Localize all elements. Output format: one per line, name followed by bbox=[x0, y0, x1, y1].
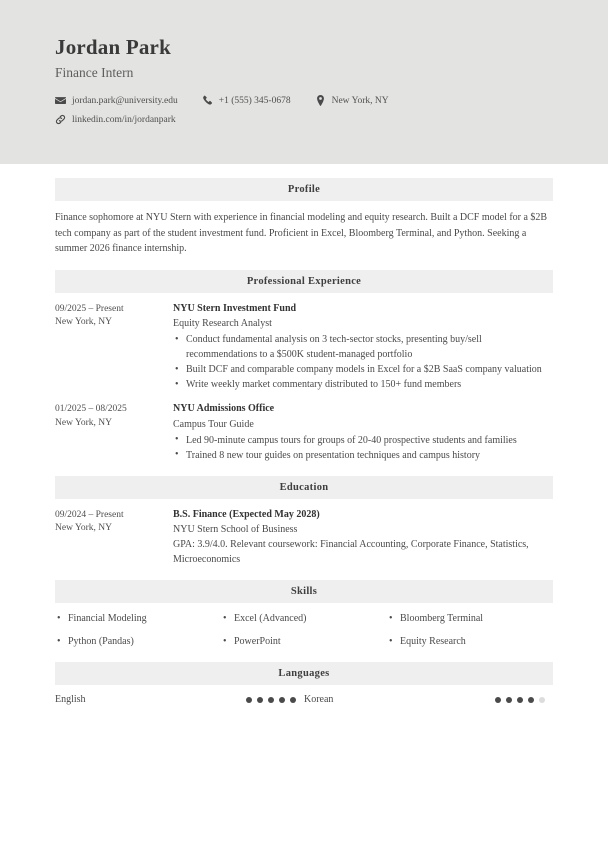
entry-main bbox=[173, 508, 553, 568]
skill-item: • Bloomberg Terminal bbox=[387, 612, 553, 626]
entry-meta bbox=[55, 508, 173, 537]
section-heading-experience: Professional Experience bbox=[55, 270, 553, 293]
link-icon bbox=[55, 114, 66, 125]
section-heading-education: Education bbox=[55, 476, 553, 499]
resume-body bbox=[0, 164, 608, 705]
entry-role: Campus Tour Guide bbox=[173, 418, 254, 430]
entry-dates: 09/2025 – Present bbox=[55, 303, 124, 314]
entry-meta bbox=[55, 302, 173, 331]
contact-item-phone[interactable] bbox=[202, 95, 291, 106]
languages-grid bbox=[55, 694, 553, 705]
entry-location: New York, NY bbox=[55, 317, 113, 328]
language-item bbox=[55, 694, 304, 705]
job-title: Finance Intern bbox=[55, 65, 134, 81]
entry-bullet-list bbox=[173, 332, 553, 392]
contact-item-map-pin[interactable] bbox=[315, 95, 389, 106]
section-education bbox=[55, 476, 553, 568]
section-heading-profile: Profile bbox=[55, 178, 553, 201]
contact-value: +1 (555) 345-0678 bbox=[218, 95, 291, 106]
education-details: GPA: 3.9/4.0. Relevant coursework: Financial Accounting, Corporate Finance, Statistics, Microeconomics bbox=[173, 539, 529, 565]
level-dot-filled bbox=[528, 697, 534, 703]
contact-value: jordan.park@university.edu bbox=[72, 95, 178, 106]
skill-item: • Python (Pandas) bbox=[55, 635, 221, 649]
skill-item: • Financial Modeling bbox=[55, 612, 221, 626]
level-dot-filled bbox=[279, 697, 285, 703]
language-name: English bbox=[55, 694, 86, 705]
entry-bullet: • Led 90-minute campus tours for groups of 20-40 prospective students and families bbox=[173, 433, 553, 448]
experience-entry-list bbox=[55, 302, 553, 463]
education-entry-list bbox=[55, 508, 553, 568]
section-languages bbox=[55, 662, 553, 705]
section-experience bbox=[55, 270, 553, 463]
section-profile bbox=[55, 178, 553, 257]
entry-main bbox=[173, 402, 553, 463]
contact-item-link[interactable] bbox=[55, 114, 176, 125]
section-skills bbox=[55, 580, 553, 649]
entry-dates: 01/2025 – 08/2025 bbox=[55, 404, 127, 414]
contact-value: New York, NY bbox=[331, 95, 389, 106]
language-level-dots bbox=[246, 697, 296, 703]
experience-entry bbox=[55, 402, 553, 463]
entry-role: Equity Research Analyst bbox=[173, 318, 272, 329]
contact-row-primary bbox=[55, 95, 553, 106]
level-dot-filled bbox=[517, 697, 523, 703]
experience-entry bbox=[55, 302, 553, 393]
contact-value: linkedin.com/in/jordanpark bbox=[72, 114, 176, 125]
skill-item: • PowerPoint bbox=[221, 635, 387, 649]
page-title: Jordan Park bbox=[55, 35, 171, 59]
education-school: NYU Stern School of Business bbox=[173, 524, 298, 535]
skill-item: • Equity Research bbox=[387, 635, 553, 649]
contact-row-secondary bbox=[55, 114, 553, 125]
entry-location: New York, NY bbox=[55, 523, 113, 534]
skills-grid bbox=[55, 612, 553, 649]
section-heading-skills: Skills bbox=[55, 580, 553, 603]
contact-item-envelope[interactable] bbox=[55, 95, 178, 106]
language-level-dots bbox=[495, 697, 545, 703]
entry-bullet-list bbox=[173, 433, 553, 463]
level-dot-filled bbox=[268, 697, 274, 703]
entry-meta bbox=[55, 402, 173, 431]
entry-organization: NYU Stern Investment Fund bbox=[173, 302, 297, 314]
resume-header bbox=[0, 0, 608, 164]
entry-organization: NYU Admissions Office bbox=[173, 403, 275, 414]
level-dot-filled bbox=[495, 697, 501, 703]
entry-location: New York, NY bbox=[55, 417, 113, 428]
envelope-icon bbox=[55, 95, 66, 106]
entry-bullet: • Write weekly market commentary distributed to 150+ fund members bbox=[173, 377, 553, 392]
profile-summary-text: Finance sophomore at NYU Stern with experience in financial modeling and equity research. Built a DCF model for a $2B tech company as part of the student investment fund. Proficient in Excel, Bloomberg Terminal, and Python. Seeking a summer 2026 finance internship. bbox=[55, 212, 548, 254]
section-heading-languages: Languages bbox=[55, 662, 553, 685]
entry-bullet: • Conduct fundamental analysis on 3 tech-sector stocks, presenting buy/sell recommendations to a $500K student-managed portfolio bbox=[173, 332, 553, 362]
phone-icon bbox=[202, 95, 213, 106]
skill-item: • Excel (Advanced) bbox=[221, 612, 387, 626]
entry-bullet: • Trained 8 new tour guides on presentation techniques and campus history bbox=[173, 448, 553, 463]
education-degree: B.S. Finance (Expected May 2028) bbox=[173, 508, 320, 520]
entry-main bbox=[173, 302, 553, 393]
level-dot-filled bbox=[246, 697, 252, 703]
language-item bbox=[304, 694, 553, 705]
level-dot-filled bbox=[506, 697, 512, 703]
entry-bullet: • Built DCF and comparable company models in Excel for a $2B SaaS company valuation bbox=[173, 362, 553, 377]
education-entry bbox=[55, 508, 553, 568]
language-name: Korean bbox=[304, 694, 334, 705]
entry-dates: 09/2024 – Present bbox=[55, 509, 124, 520]
level-dot-filled bbox=[290, 697, 296, 703]
level-dot-filled bbox=[257, 697, 263, 703]
map-pin-icon bbox=[315, 95, 326, 106]
level-dot-empty bbox=[539, 697, 545, 703]
